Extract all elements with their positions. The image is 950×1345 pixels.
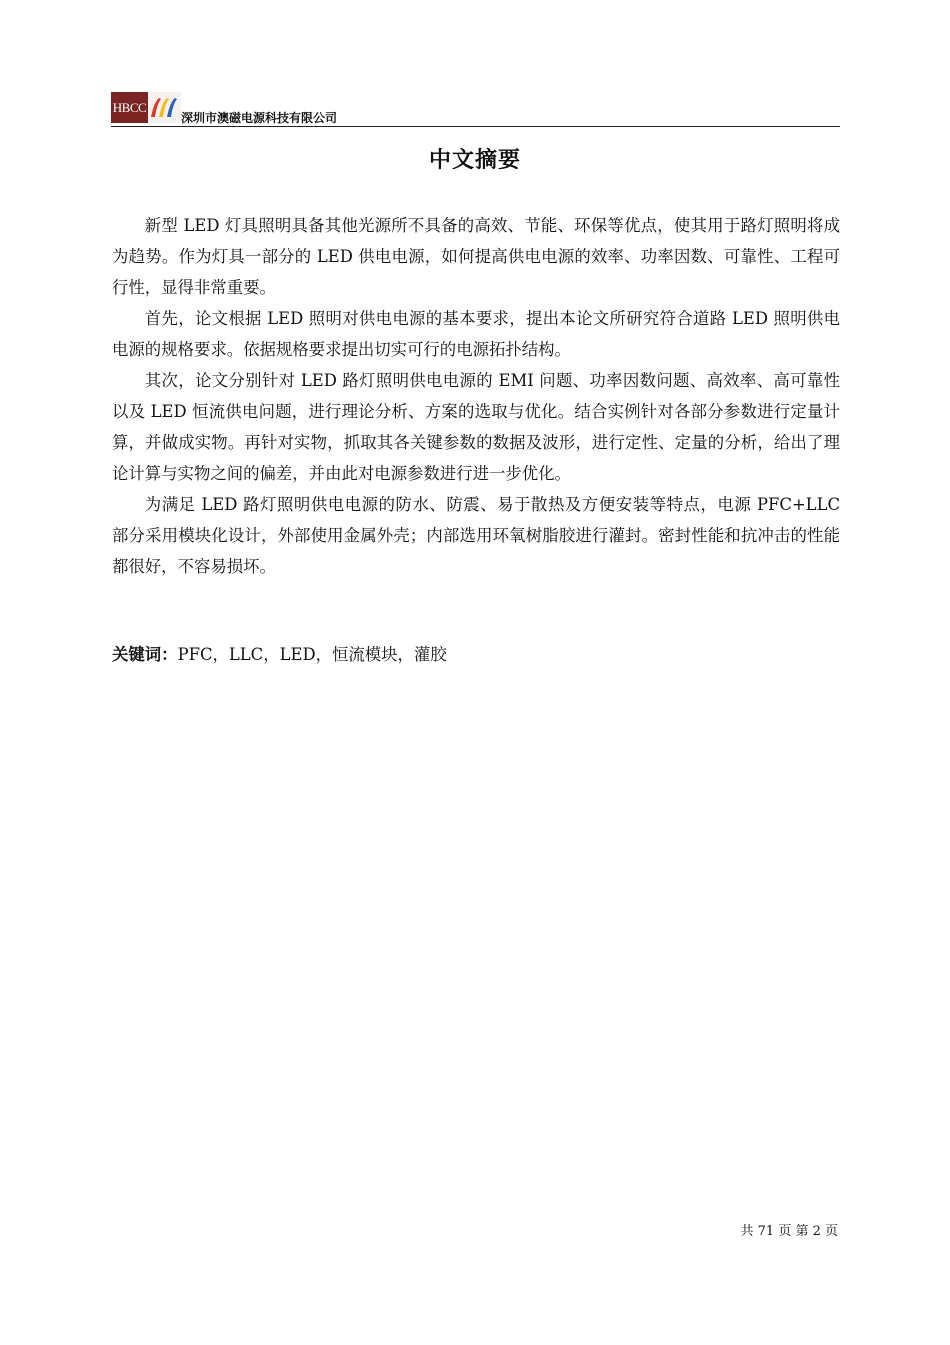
keywords-label: 关键词： [112,645,178,664]
paragraph: 首先，论文根据 LED 照明对供电电源的基本要求，提出本论文所研究符合道路 LED 照明供电电源的规格要求。依据规格要求提出切实可行的电源拓扑结构。 [112,309,840,359]
logo-text: HBCC [111,92,148,123]
paragraph: 其次，论文分别针对 LED 路灯照明供电电源的 EMI 问题、功率因数问题、高效率、高可靠性以及 LED 恒流供电问题，进行理论分析、方案的选取与优化。结合实例针对各部分参数进行定量计算，并做成实物。再针对实物，抓取其各关键参数的数据及波形，进行定性、定量的分析，给出了理论计算与实物之间的偏差，并由此对电源参数进行进一步优化。 [112,371,840,483]
keywords-line [112,641,840,669]
paragraph: 新型 LED 灯具照明具备其他光源所不具备的高效、节能、环保等优点，使其用于路灯照明将成为趋势。作为灯具一部分的 LED 供电电源，如何提高供电电源的效率、功率因数、可靠性、工程可行性，显得非常重要。 [112,216,840,297]
keywords-text: PFC，LLC，LED，恒流模块，灌胶 [177,645,447,664]
page-header [111,92,840,127]
company-name: 深圳市澳磁电源科技有限公司 [181,111,338,125]
stripes-icon [148,92,181,123]
header-divider [111,126,840,127]
logo-stripes-icon [148,92,181,123]
page-number: 共 71 页 第 2 页 [740,1224,838,1239]
company-logo [111,92,181,123]
paragraph: 为满足 LED 路灯照明供电电源的防水、防震、易于散热及方便安装等特点，电源 PFC+LLC 部分采用模块化设计，外部使用金属外壳；内部选用环氧树脂胶进行灌封。密封性能和抗冲击的性能都很好，不容易损坏。 [112,495,840,576]
abstract-body [112,210,840,582]
page-title: 中文摘要 [428,148,521,173]
